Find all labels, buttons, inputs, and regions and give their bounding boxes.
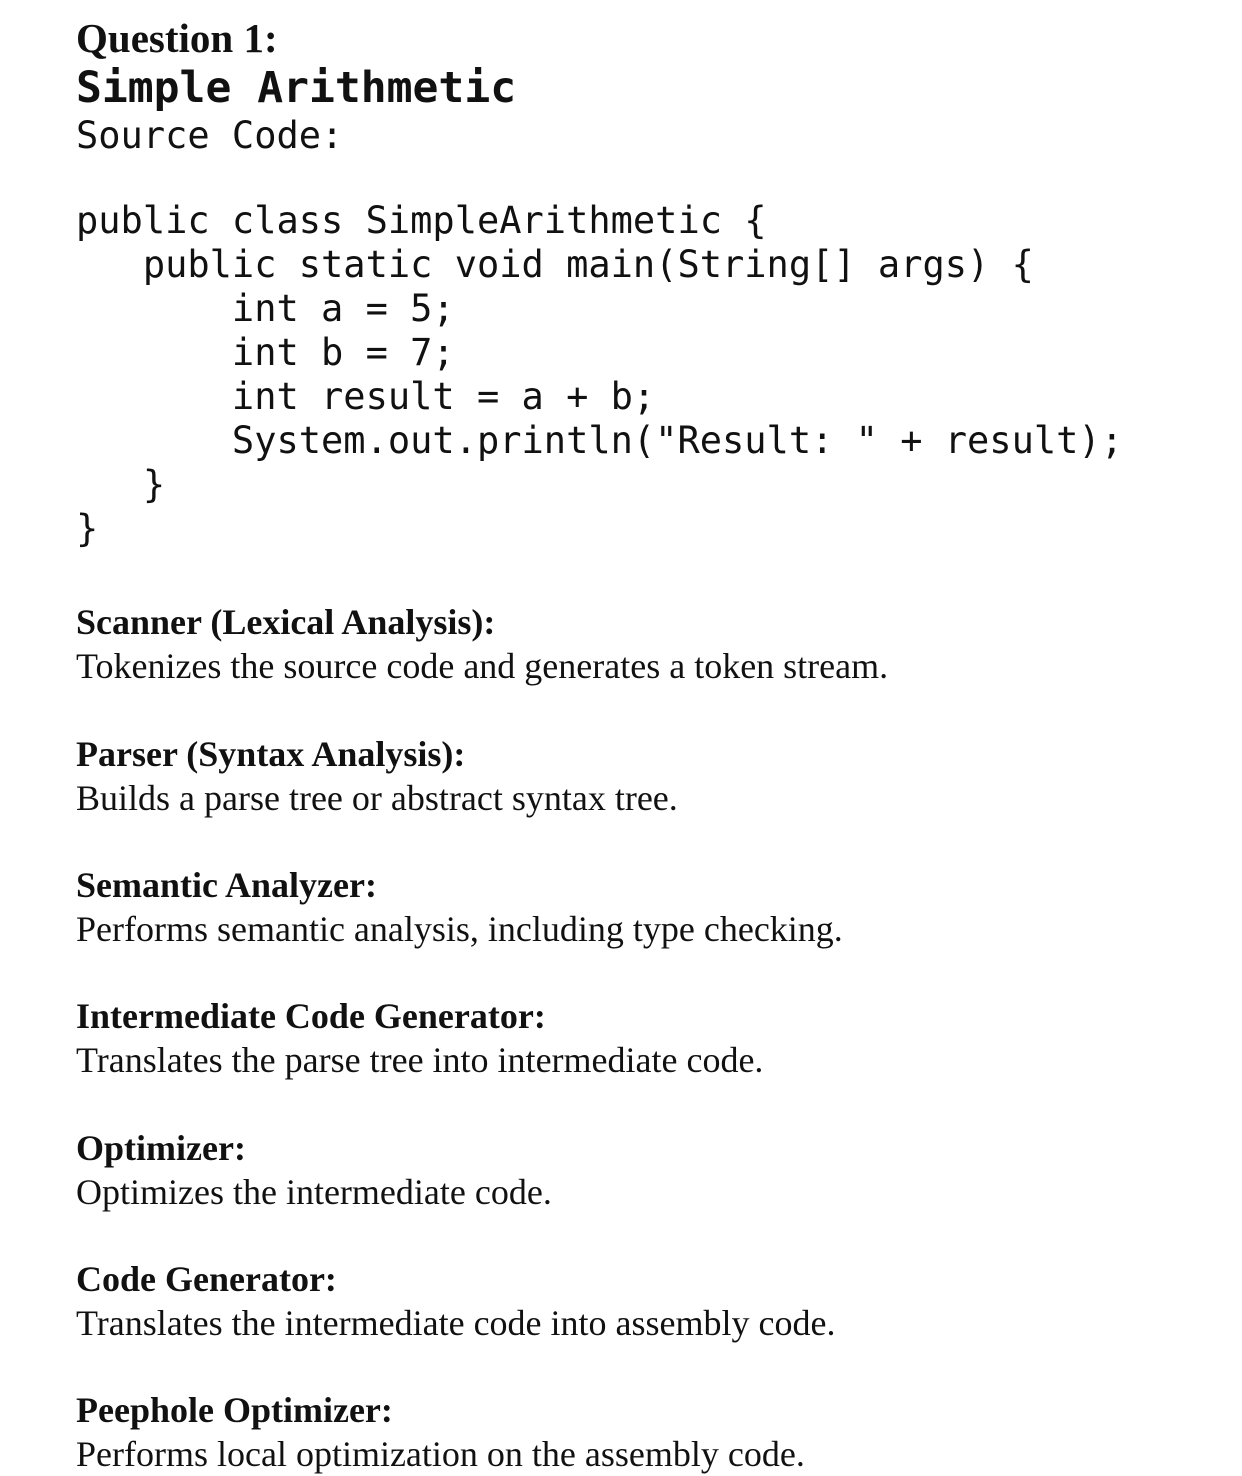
phase-code-generator (76, 1257, 835, 1345)
code-line: } (76, 463, 166, 506)
code-line: int b = 7; (76, 331, 455, 374)
phase-description: Performs semantic analysis, including type checking. (76, 909, 843, 949)
phase-title: Semantic Analyzer: (76, 865, 377, 905)
code-line: public static void main(String[] args) { (76, 243, 1034, 286)
phase-scanner (76, 600, 888, 688)
code-line: public class SimpleArithmetic { (76, 199, 767, 242)
phase-description: Tokenizes the source code and generates a token stream. (76, 646, 889, 686)
phase-peephole-optimizer (76, 1388, 805, 1476)
phase-description: Optimizes the intermediate code. (76, 1172, 552, 1212)
phase-parser (76, 732, 678, 820)
code-line: System.out.println("Result: " + result); (76, 419, 1123, 462)
phase-semantic-analyzer (76, 863, 843, 951)
phase-title: Parser (Syntax Analysis): (76, 734, 466, 774)
phase-title: Intermediate Code Generator: (76, 996, 546, 1036)
code-block (76, 199, 1123, 551)
phase-title: Scanner (Lexical Analysis): (76, 602, 496, 642)
question-label: Question 1: (76, 15, 278, 61)
program-title: Simple Arithmetic (76, 63, 517, 113)
phase-intermediate-code-generator (76, 994, 763, 1082)
source-code-label: Source Code: (76, 114, 344, 157)
code-line: } (76, 507, 99, 550)
code-line: int a = 5; (76, 287, 455, 330)
phase-description: Builds a parse tree or abstract syntax tree. (76, 778, 678, 818)
phase-title: Code Generator: (76, 1259, 337, 1299)
phase-description: Performs local optimization on the assembly code. (76, 1434, 805, 1474)
phase-title: Peephole Optimizer: (76, 1390, 393, 1430)
phase-optimizer (76, 1126, 552, 1214)
phase-description: Translates the parse tree into intermediate code. (76, 1040, 764, 1080)
phase-title: Optimizer: (76, 1128, 246, 1168)
code-line: int result = a + b; (76, 375, 656, 418)
phase-description: Translates the intermediate code into assembly code. (76, 1303, 836, 1343)
